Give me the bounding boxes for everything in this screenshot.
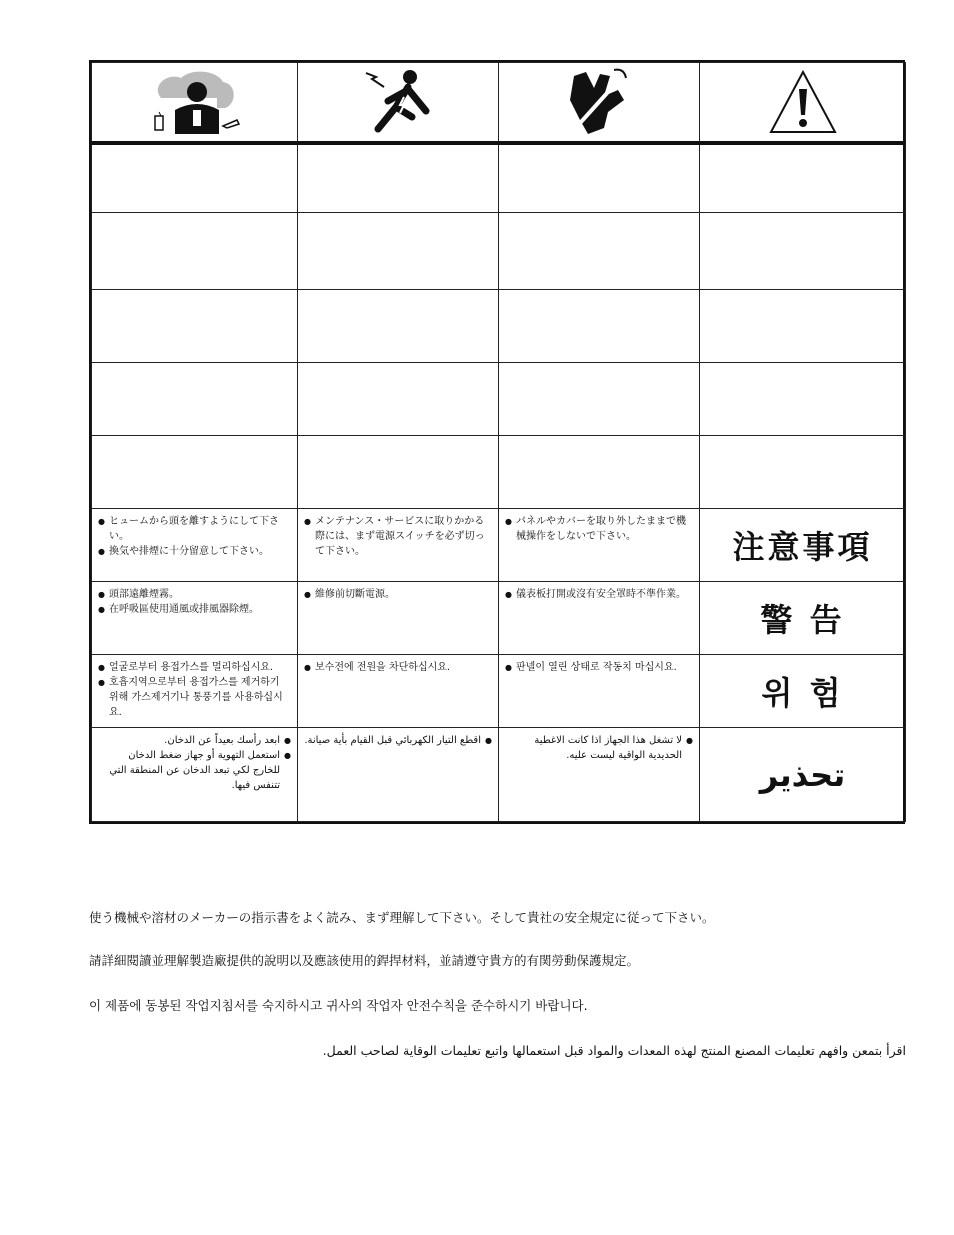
japanese-shock-item: ● メンテナンス・サービスに取りかかる際には、まず電源スイッチを必ず切って下さい。 [304,514,492,559]
electric-shock-icon [358,67,438,137]
japanese-fumes-item-2: ● 換気や排煙に十分留意して下さい。 [98,544,291,559]
fumes-icon-cell [92,63,298,143]
safety-table [89,60,905,824]
korean-fumes-item-1: ● 얼굴로부터 용접가스를 멀리하십시요. [98,660,291,675]
japanese-fumes-item-1: ● ヒュームから頭を離すようにして下さい。 [98,514,291,544]
moving-parts-icon [564,66,634,138]
chinese-note: 請詳細閱讀並理解製造廠提供的說明以及應該使用的銲捍材料，並請遵守貴方的有関勞動保護規定。 [89,953,640,968]
japanese-label: 注意事項 [700,509,906,582]
chinese-fumes-item-2: ● 在呼吸區使用通風或排風器除煙。 [98,602,291,617]
korean-parts-item: ● 판넬이 열린 상태로 작동치 마십시요. [505,660,693,675]
japanese-note: 使う機械や溶材のメーカーの指示書をよく読み、まず理解して下さい。そして貴社の安全規定に従って下さい。 [89,910,715,925]
arabic-fumes-item-1: ● ابعد رأسك بعيداً عن الدخان. [98,733,291,748]
arabic-parts-item: ● لا تشغل هذا الجهاز اذا كانت الاغطية الحديدية الواقية ليست عليه. [505,733,693,763]
chinese-row [92,582,906,655]
japanese-parts-item: ● パネルやカバーを取り外したままで機械操作をしないで下さい。 [505,514,693,544]
korean-row [92,655,906,728]
blank-row [92,213,906,290]
korean-fumes-item-2: ● 호흡지역으로부터 용접가스를 제거하기 위해 가스제거기나 통풍기를 사용하십시요. [98,675,291,720]
arabic-fumes-item-2: ● استعمل التهوية أو جهاز ضغط الدخان للخارج لكي تبعد الدخان عن المنطقة التي تتنفس فيها. [98,748,291,793]
blank-row [92,143,906,213]
korean-note: 이 제품에 동봉된 작업지침서를 숙지하시고 귀사의 작업자 안전수칙을 준수하시기 바랍니다. [89,998,588,1013]
warning-triangle-icon-cell [700,63,906,143]
chinese-shock-item: ● 維修前切斷電源。 [304,587,492,602]
blank-row [92,436,906,509]
arabic-shock-item: ● اقطع التيار الكهربائي قبل القيام بأية صيانة. [304,733,492,748]
blank-row [92,363,906,436]
warning-triangle-icon [768,69,838,135]
korean-shock-item: ● 보수전에 전원을 차단하십시요. [304,660,492,675]
arabic-label: تحذير [700,728,906,822]
electric-shock-icon-cell [298,63,499,143]
chinese-fumes-item-1: ● 頭部遠離煙霧。 [98,587,291,602]
japanese-row [92,509,906,582]
moving-parts-icon-cell [499,63,700,143]
blank-row [92,290,906,363]
fumes-icon [147,68,243,136]
chinese-parts-item: ● 儀表板打開或沒有安全罩時不準作業。 [505,587,693,602]
arabic-row [92,728,906,822]
arabic-note: اقرأ بتمعن وافهم تعليمات المصنع المنتج لهذه المعدات والمواد قبل استعمالها واتبع تعليمات الوقاية لصاحب العمل. [322,1043,906,1058]
chinese-label: 警 告 [700,582,906,655]
korean-label: 위 험 [700,655,906,728]
